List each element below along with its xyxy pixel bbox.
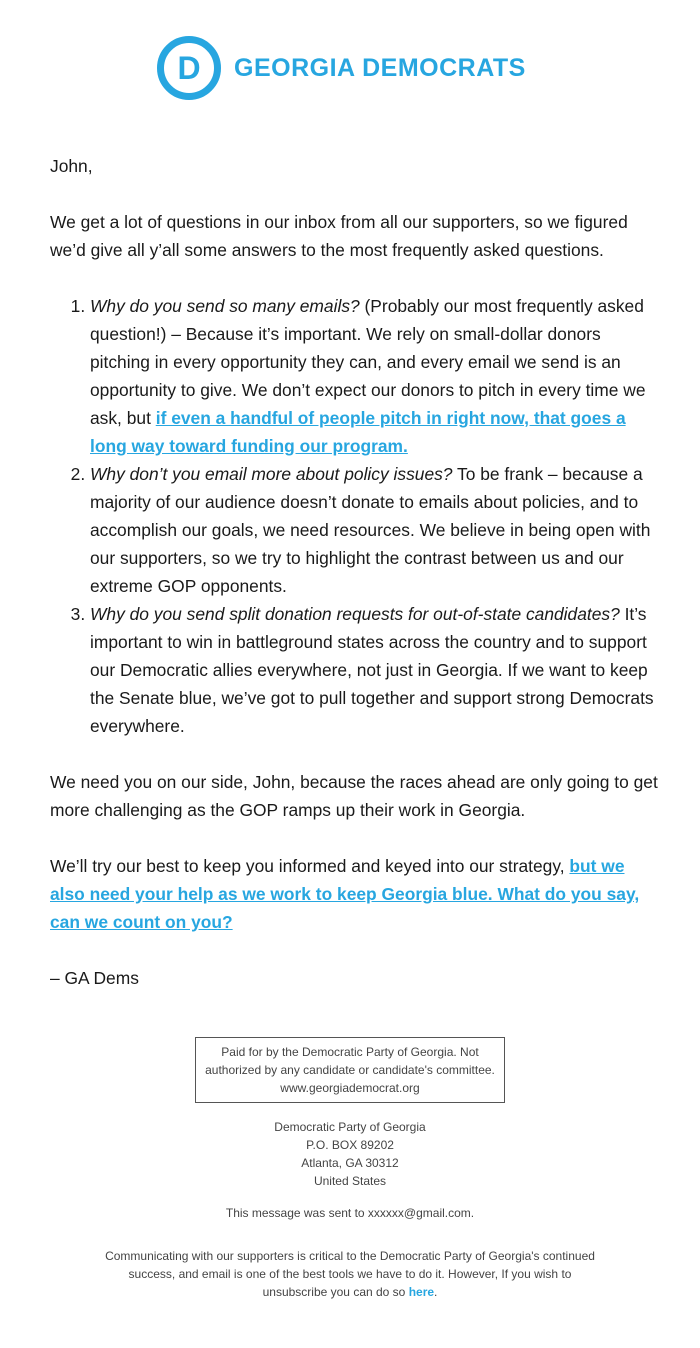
faq-item (90, 460, 660, 600)
side-paragraph: We need you on our side, John, because the races ahead are only going to get more challenging as the GOP ramps up their work in Georgia. (50, 772, 658, 820)
logo-letter: D (177, 50, 201, 86)
faq-answer: To be frank – because a majority of our audience doesn’t donate to emails about policies, and to accomplish our goals, we need resources. We believe in being open with our supporters, so we try to highlight the contrast between us and our extreme GOP opponents. (90, 464, 651, 596)
mailing-address (0, 1118, 700, 1190)
unsubscribe-text: Communicating with our supporters is critical to the Democratic Party of Georgia's continued success, and email is one of the best tools we have to do it. However, If you wish to unsubscribe you can do so (105, 1249, 595, 1299)
faq-question: Why don’t you email more about policy issues? (90, 464, 453, 484)
unsubscribe-link[interactable]: here (408, 1285, 435, 1299)
greeting: John, (50, 156, 93, 176)
email-header (0, 34, 700, 102)
disclaimer-text: Paid for by the Democratic Party of Georgia. Not authorized by any candidate or candidate's committee. (205, 1045, 495, 1077)
help-paragraph (50, 852, 660, 936)
faq-item (90, 292, 660, 460)
faq-answer: It’s important to win in battleground states across the country and to support our Democratic allies everywhere, not just in Georgia. If we want to keep the Senate blue, we’ve got to pull together and support strong Democrats everywhere. (90, 604, 654, 736)
address-line: P.O. BOX 89202 (306, 1138, 394, 1152)
unsubscribe-end: . (434, 1285, 438, 1299)
unsubscribe-notice (100, 1247, 600, 1301)
brand-name: GEORGIA DEMOCRATS (234, 54, 526, 82)
faq-list (50, 292, 660, 740)
donate-link-2[interactable]: but we also need your help as we work to keep Georgia blue. What do you say, can we count on you? (50, 856, 640, 932)
website-text: www.georgiademocrat.org (280, 1081, 420, 1095)
email-body (50, 152, 660, 992)
georgia-democrats-logo-icon (157, 36, 221, 100)
recipient-email: xxxxxx@gmail.com. (367, 1206, 475, 1220)
signoff: – GA Dems (50, 968, 139, 988)
faq-answer: (Probably our most frequently asked question!) – Because it’s important. We rely on small-dollar donors pitching in every opportunity they can, and every email we send is an opportunity to give. We don’t expect our donors to pitch in every time we ask, but (90, 296, 646, 428)
email-footer (0, 1037, 700, 1301)
faq-question: Why do you send split donation requests for out-of-state candidates? (90, 604, 620, 624)
address-line: Atlanta, GA 30312 (301, 1156, 399, 1170)
donate-link-1[interactable]: if even a handful of people pitch in right now, that goes a long way toward funding our program. (90, 408, 626, 456)
paid-for-disclaimer (195, 1037, 505, 1103)
intro-paragraph: We get a lot of questions in our inbox from all our supporters, so we figured we’d give all y’all some answers to the most frequently asked questions. (50, 212, 628, 260)
faq-item (90, 600, 660, 740)
faq-question: Why do you send so many emails? (90, 296, 360, 316)
address-line: Democratic Party of Georgia (274, 1120, 426, 1134)
help-text: We’ll try our best to keep you informed and keyed into our strategy, (50, 856, 570, 876)
sent-to-notice (0, 1204, 700, 1222)
address-line: United States (313, 1174, 387, 1188)
sent-to-prefix: This message was sent to (225, 1206, 368, 1220)
